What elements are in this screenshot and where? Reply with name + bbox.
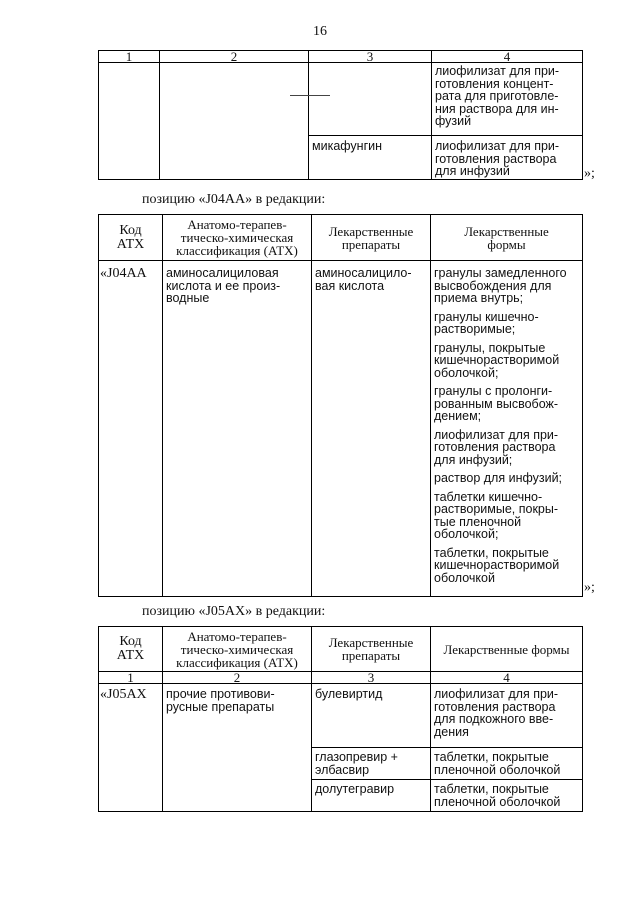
drug-cell: микафунгин (309, 136, 432, 180)
header-cell: Лекарственные формы (431, 627, 583, 672)
section-caption: позицию «J04AA» в редакции: (142, 192, 326, 207)
classification-cell (160, 63, 309, 180)
form-cell (432, 63, 583, 136)
dosage-form: раствор для инфузий; (434, 471, 563, 485)
column-number: 2 (160, 51, 309, 63)
atx-code-cell (99, 63, 160, 180)
header-cell: Лекарственные препараты (312, 215, 431, 261)
form-cell: таблетки, покрытые пленочной оболочкой (431, 780, 583, 812)
table-j04aa (98, 214, 583, 597)
dosage-form: таблетки, покрытые кишечнорастворимой оболочкой (434, 545, 560, 585)
page-number: 16 (313, 24, 327, 39)
header-cell: Анатомо-терапев- тическо-химическая классификация (АТХ) (163, 215, 312, 261)
scan-mark (290, 95, 330, 96)
header-cell: Лекарственные формы (431, 215, 583, 261)
table-row (99, 261, 583, 597)
header-cell: Анатомо-терапев- тическо-химическая классификация (АТХ) (163, 627, 312, 672)
dosage-form: гранулы замедленного высвобождения для приема внутрь; (434, 266, 567, 305)
header-row (99, 215, 583, 261)
drug-cell (309, 63, 432, 136)
dosage-form: лиофилизат для при- готовления раствора для инфузий (435, 139, 560, 178)
closing-quote: »; (584, 166, 595, 181)
classification-cell: прочие противови- русные препараты (163, 684, 312, 812)
drug-cell: булевиртид (312, 684, 431, 748)
closing-quote: »; (584, 580, 595, 595)
column-numbers-row (99, 51, 583, 63)
form-cell: лиофилизат для при- готовления раствора для подкожного вве- дения (431, 684, 583, 748)
forms-cell (431, 261, 583, 597)
column-number: 1 (99, 672, 163, 684)
atx-code-cell: «J04AA (99, 261, 163, 597)
column-numbers-row (99, 672, 583, 684)
column-number: 3 (312, 672, 431, 684)
dosage-form: гранулы, покрытые кишечнорастворимой оболочкой; (434, 340, 560, 380)
table-j05ax (98, 626, 583, 812)
header-cell: Код АТХ (99, 215, 163, 261)
dosage-form: гранулы с пролонги- рованным высвобож- дением; (434, 384, 559, 423)
column-number: 3 (309, 51, 432, 63)
header-cell: Код АТХ (99, 627, 163, 672)
atx-code-cell: «J05AX (99, 684, 163, 812)
dosage-form: гранулы кишечно- растворимые; (434, 309, 539, 336)
classification-cell: аминосалициловая кислота и ее произ- водные (163, 261, 312, 597)
drug-cell: долутегравир (312, 780, 431, 812)
dosage-form: таблетки кишечно- растворимые, покры- тые пленочной оболочкой; (434, 489, 559, 541)
column-number: 4 (431, 672, 583, 684)
dosage-form: лиофилизат для при- готовления раствора для инфузий; (434, 427, 559, 467)
column-number: 4 (432, 51, 583, 63)
column-number: 2 (163, 672, 312, 684)
drug-cell: глазопревир + элбасвир (312, 748, 431, 780)
form-cell (432, 136, 583, 180)
header-cell: Лекарственные препараты (312, 627, 431, 672)
section-caption: позицию «J05AX» в редакции: (142, 604, 326, 619)
dosage-form: лиофилизат для при- готовления концент- рата для приготовле- ния раствора для ин- фузий (435, 64, 560, 128)
drug-cell: аминосалицило- вая кислота (312, 261, 431, 597)
header-row (99, 627, 583, 672)
table-row (99, 63, 583, 136)
form-cell: таблетки, покрытые пленочной оболочкой (431, 748, 583, 780)
table-continuation (98, 50, 583, 180)
column-number: 1 (99, 51, 160, 63)
table-row (99, 684, 583, 748)
